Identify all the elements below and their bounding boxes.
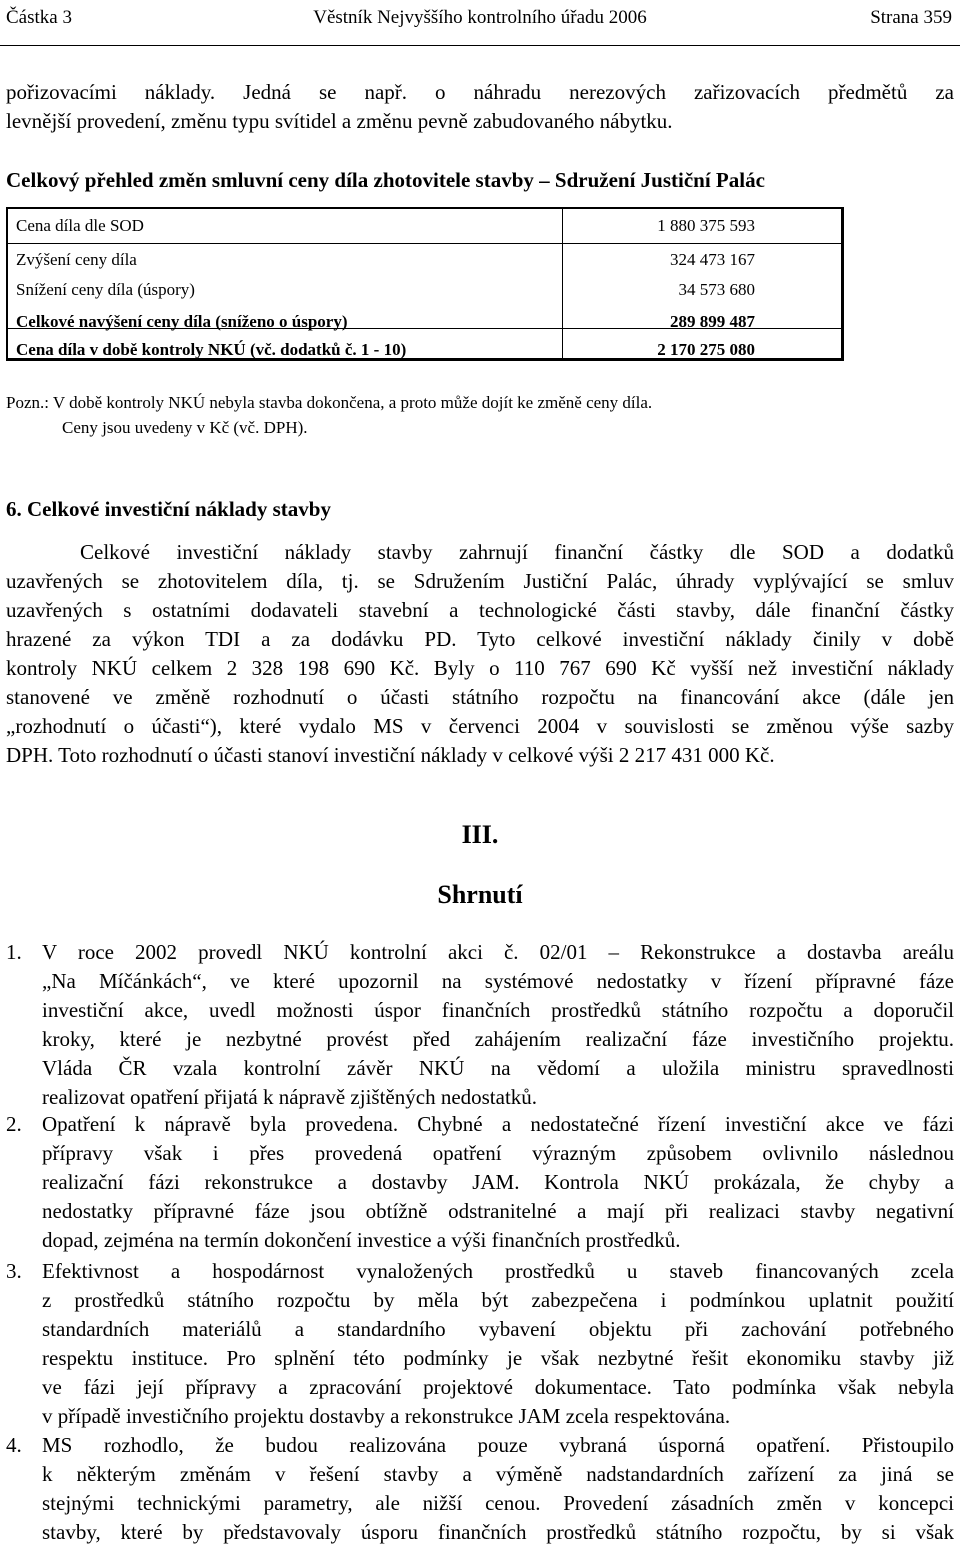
- table-row: [8, 307, 841, 337]
- table-row: [8, 335, 841, 365]
- list-item-line: investiční akce, uvedl možnosti úspor finančních prostředků státního rozpočtu a doporučil: [42, 998, 954, 1022]
- table-note-line-2: Ceny jsou uvedeny v Kč (vč. DPH).: [62, 418, 308, 437]
- chapter-title: Shrnutí: [437, 880, 523, 909]
- list-item-number: 3.: [6, 1259, 22, 1283]
- list-item-line: ve fázi její přípravy a zpracování projektové dokumentace. Tato podmínka však nebyla: [42, 1375, 954, 1399]
- row-value: 34 573 680: [678, 280, 755, 299]
- row-label: Cena díla dle SOD: [16, 216, 144, 235]
- intro-line-1: pořizovacími náklady. Jedná se např. o náhradu nerezových zařizovacích předmětů za: [6, 80, 954, 104]
- header-publication-title: Věstník Nejvyššího kontrolního úřadu 2006: [313, 7, 647, 28]
- table-row: [8, 245, 841, 275]
- section6-line: kontroly NKÚ celkem 2 328 198 690 Kč. Byly o 110 767 690 Kč vyšší než investiční náklady: [6, 656, 954, 680]
- section6-line: Celkové investiční náklady stavby zahrnují finanční částky dle SOD a dodatků: [80, 540, 954, 564]
- list-item-line: respektu instituce. Pro splnění této podmínky je však nezbytné řešit ekonomiku stavby již: [42, 1346, 954, 1370]
- section-heading: 6. Celkové investiční náklady stavby: [6, 497, 331, 521]
- list-item-number: 1.: [6, 940, 22, 964]
- list-item-line: realizovat opatření přijatá k nápravě zjištěných nedostatků.: [42, 1085, 538, 1109]
- header-rule: [0, 45, 960, 46]
- cost-table: [6, 207, 844, 361]
- table-row: [8, 275, 841, 305]
- header-page-number: Strana 359: [870, 7, 952, 28]
- list-item-line: přípravy však i přes provedená opatření výrazným způsobem ovlivnilo následnou: [42, 1141, 954, 1165]
- list-item-line: Vláda ČR vzala kontrolní závěr NKÚ na vědomí a uložila ministru spravedlnosti: [42, 1056, 954, 1080]
- row-value: 1 880 375 593: [657, 216, 755, 235]
- list-item-line: kroky, které je nezbytné provést před zahájením realizační fáze investičního projektu.: [42, 1027, 954, 1051]
- list-item-line: realizační fázi rekonstrukce a dostavby JAM. Kontrola NKÚ prokázala, že chyby a: [42, 1170, 954, 1194]
- list-item-line: „Na Míčánkách“, ve které upozornil na systémové nedostatky v řízení přípravné fáze: [42, 969, 954, 993]
- table-row: [8, 211, 841, 241]
- section6-line: uzavřených se zhotovitelem díla, tj. se Sdružením Justiční Palác, úhrady vyplývající se smluv: [6, 569, 954, 593]
- row-label: Celkové navýšení ceny díla (sníženo o úspory): [16, 312, 348, 331]
- table-row-divider: [8, 243, 841, 244]
- list-item-line: Efektivnost a hospodárnost vynaložených prostředků u staveb financovaných zcela: [42, 1259, 954, 1283]
- list-item-line: standardních materiálů a standardního vybavení objektu při zachování potřebného: [42, 1317, 954, 1341]
- row-label: Cena díla v době kontroly NKÚ (vč. dodatků č. 1 - 10): [16, 340, 407, 359]
- list-item-number: 4.: [6, 1433, 22, 1457]
- list-item-line: dopad, zejména na termín dokončení investice a výši finančních prostředků.: [42, 1228, 681, 1252]
- chapter-number: III.: [461, 820, 499, 849]
- list-item-line: Opatření k nápravě byla provedena. Chybné a nedostatečné řízení investiční akce ve fázi: [42, 1112, 954, 1136]
- list-item-line: MS rozhodlo, že budou realizována pouze vybraná úsporná opatření. Přistoupilo: [42, 1433, 954, 1457]
- list-item-line: v případě investičního projektu dostavby a rekonstrukce JAM zcela respektována.: [42, 1404, 731, 1428]
- table-title: Celkový přehled změn smluvní ceny díla zhotovitele stavby ‒ Sdružení Justiční Palác: [6, 168, 765, 192]
- table-note-line-1: Pozn.: V době kontroly NKÚ nebyla stavba dokončena, a proto může dojít ke změně ceny díla.: [6, 393, 653, 412]
- section6-line: hrazené za výkon TDI a za dodávku PD. Tyto celkové investiční náklady činily v době: [6, 627, 954, 651]
- list-item-line: k některým změnám v řešení stavby a výměně nadstandardních zařízení za jiná se: [42, 1462, 954, 1486]
- row-value: 289 899 487: [670, 312, 755, 331]
- section6-line: DPH. Toto rozhodnutí o účasti stanoví investiční náklady v celkové výši 2 217 431 000 Kč.: [6, 743, 775, 767]
- row-label: Zvýšení ceny díla: [16, 250, 137, 269]
- row-value: 2 170 275 080: [657, 340, 755, 359]
- intro-line-2: levnější provedení, změnu typu svítidel a změnu pevně zabudovaného nábytku.: [6, 109, 673, 133]
- list-item-line: stejnými technickými parametry, ale nižší cenou. Provedení zásadních změn v koncepci: [42, 1491, 954, 1515]
- row-label: Snížení ceny díla (úspory): [16, 280, 195, 299]
- section6-line: stanovené ve změně rozhodnutí o účasti státního rozpočtu na financování akce (dále jen: [6, 685, 954, 709]
- header-section-label: Částka 3: [6, 7, 72, 28]
- list-item-line: nedostatky přípravné fáze jsou obtížně odstranitelné a mají při realizaci stavby negativní: [42, 1199, 954, 1223]
- row-value: 324 473 167: [670, 250, 755, 269]
- section6-line: „rozhodnutí o účasti“), které vydalo MS v červenci 2004 v souvislosti se změnou výše sazby: [6, 714, 954, 738]
- list-item-line: stavby, které by představovaly úsporu finančních prostředků státního rozpočtu, by si však: [42, 1520, 954, 1544]
- section6-line: uzavřených s ostatními dodavateli stavební a technologické části stavby, dále finanční částky: [6, 598, 954, 622]
- list-item-number: 2.: [6, 1112, 22, 1136]
- list-item-line: V roce 2002 provedl NKÚ kontrolní akci č. 02/01 ‒ Rekonstrukce a dostavba areálu: [42, 940, 954, 964]
- list-item-line: z prostředků státního rozpočtu by měla být zabezpečena i podmínkou uplatnit použití: [42, 1288, 954, 1312]
